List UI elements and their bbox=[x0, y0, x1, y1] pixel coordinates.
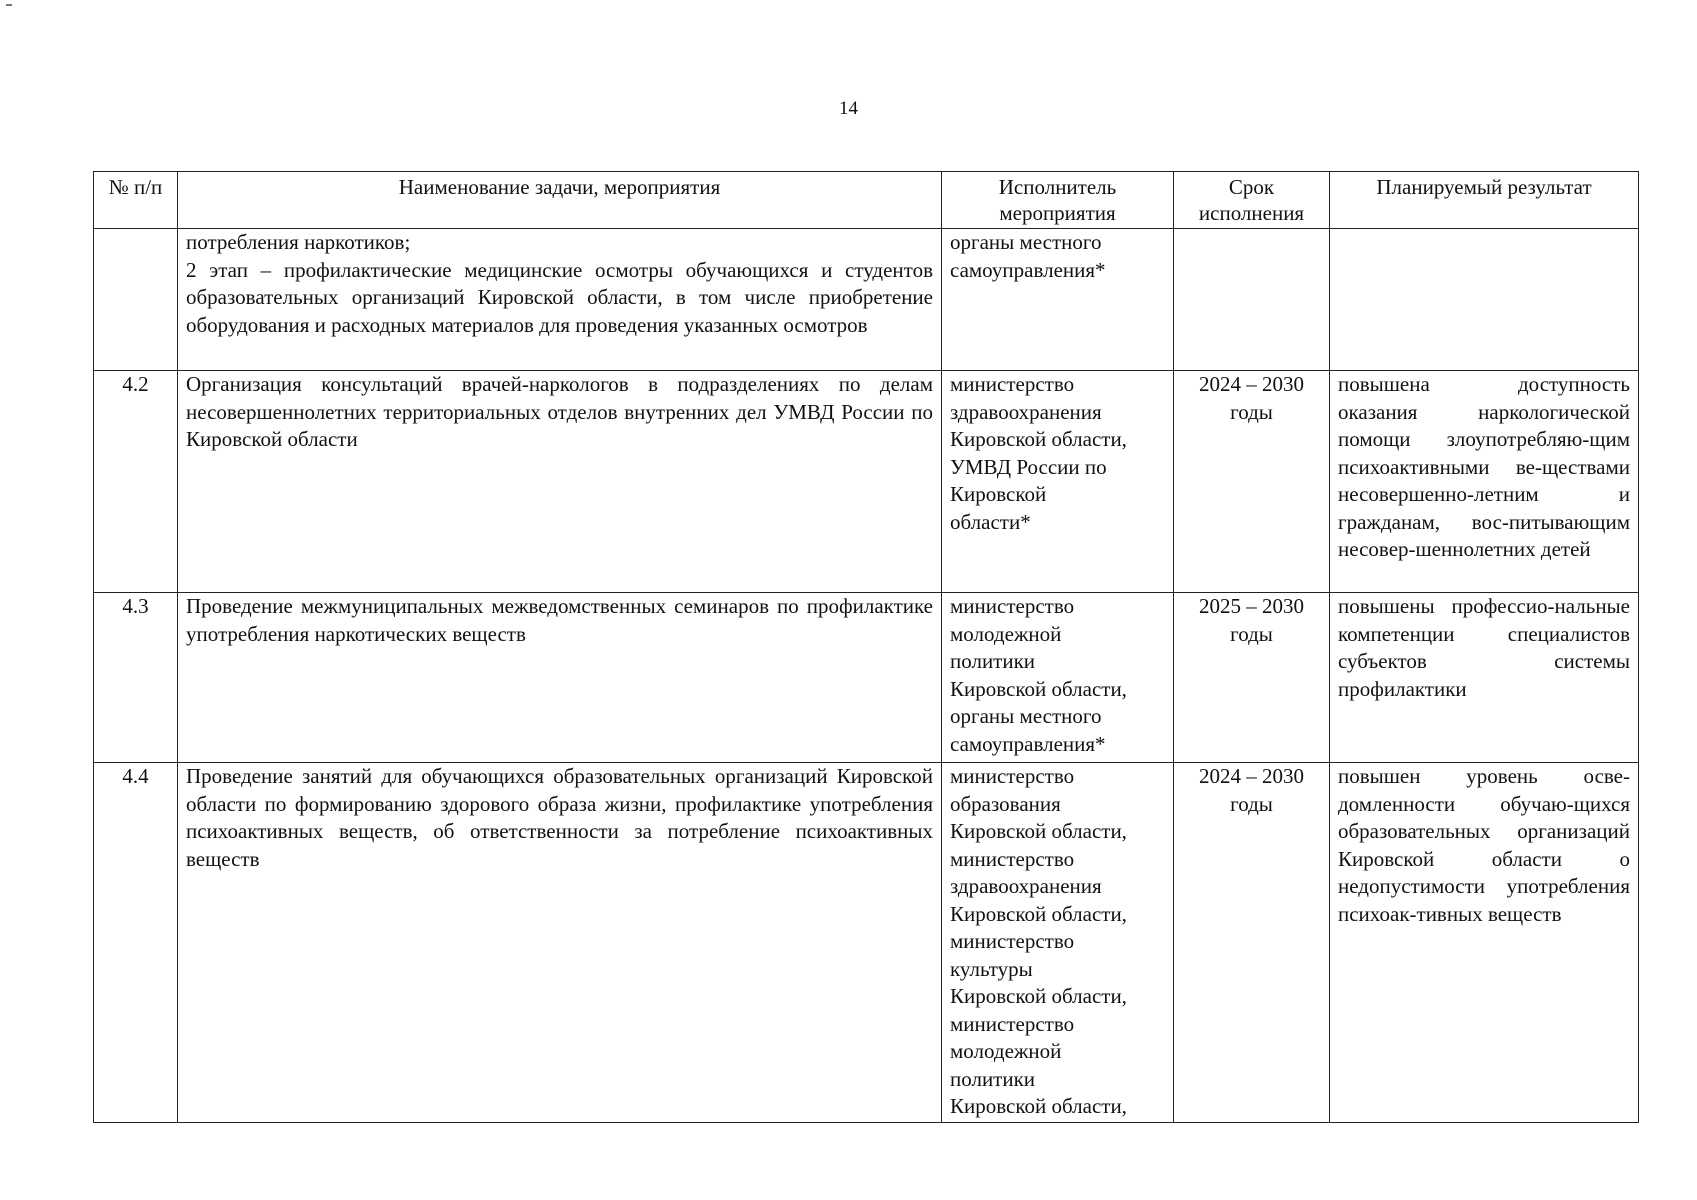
result-cell bbox=[1330, 229, 1639, 371]
row-number: 4.4 bbox=[94, 763, 178, 1123]
executor-line: Кировской области, bbox=[950, 901, 1127, 926]
executor-line: Кировской bbox=[950, 482, 1047, 506]
executor-line: Кировской области, bbox=[950, 1094, 1127, 1118]
executor-line: самоуправления* bbox=[950, 257, 1106, 282]
executor-line: здравоохранения bbox=[950, 399, 1102, 424]
executor-line: органы местного bbox=[950, 230, 1102, 254]
term-cell bbox=[1174, 763, 1330, 1123]
action-plan-table bbox=[93, 171, 1639, 1123]
table-row bbox=[94, 593, 1639, 763]
executor-line: органы местного bbox=[950, 704, 1102, 728]
task-text: Проведение межмуниципальных межведомственных семинаров по профилактике употребления наркотических веществ bbox=[186, 594, 933, 646]
result-cell: повышена доступность оказания наркологической помощи злоупотребляю-щим психоактивными ве-ществами несовершенно-летним и гражданам, вос-питывающим несовер-шеннолетних детей bbox=[1330, 371, 1639, 593]
executor-cell bbox=[942, 593, 1174, 763]
task-text: Организация консультаций врачей-наркологов в подразделениях по делам несовершеннолетних территориальных отделов внутренних дел УМВД России по Кировской области bbox=[186, 372, 933, 451]
executor-line: Кировской области, bbox=[950, 819, 1127, 843]
header-result: Планируемый результат bbox=[1330, 172, 1639, 229]
task-text: потребления наркотиков; bbox=[186, 230, 411, 254]
header-term: Срок исполнения bbox=[1174, 172, 1330, 229]
executor-line: области* bbox=[950, 509, 1031, 534]
executor-line: политики bbox=[950, 649, 1036, 673]
task-cell bbox=[178, 229, 942, 371]
row-number: 4.3 bbox=[94, 593, 178, 763]
term-line: годы bbox=[1230, 621, 1273, 646]
table-row bbox=[94, 371, 1639, 593]
term-line: годы bbox=[1230, 399, 1273, 424]
row-number: 4.2 bbox=[94, 371, 178, 593]
term-cell bbox=[1174, 371, 1330, 593]
table-body bbox=[94, 229, 1639, 1123]
row-number bbox=[94, 229, 178, 371]
executor-line: Кировской области, bbox=[950, 676, 1127, 701]
executor-cell bbox=[942, 229, 1174, 371]
result-cell: повышены профессио-нальные компетенции специалистов субъектов системы профилактики bbox=[1330, 593, 1639, 763]
header-task: Наименование задачи, мероприятия bbox=[178, 172, 942, 229]
executor-line: министерство bbox=[950, 372, 1075, 396]
executor-line: министерство bbox=[950, 594, 1075, 618]
executor-line: УМВД России по bbox=[950, 454, 1107, 479]
executor-line: молодежной bbox=[950, 1039, 1062, 1063]
table-header-row bbox=[94, 172, 1639, 229]
term-cell bbox=[1174, 229, 1330, 371]
executor-line: образования bbox=[950, 791, 1061, 816]
task-cell bbox=[178, 593, 942, 763]
executor-cell bbox=[942, 371, 1174, 593]
scan-mark bbox=[6, 4, 12, 6]
executor-line: здравоохранения bbox=[950, 874, 1102, 898]
table-row bbox=[94, 229, 1639, 371]
executor-line: Кировской области, bbox=[950, 427, 1127, 451]
term-line: годы bbox=[1230, 791, 1273, 816]
term-line: 2024 – 2030 bbox=[1199, 764, 1304, 788]
executor-line: самоуправления* bbox=[950, 731, 1106, 756]
executor-line: культуры bbox=[950, 956, 1033, 981]
header-num: № п/п bbox=[94, 172, 178, 229]
term-line: 2024 – 2030 bbox=[1199, 372, 1304, 396]
term-cell bbox=[1174, 593, 1330, 763]
task-cell bbox=[178, 371, 942, 593]
task-cell bbox=[178, 763, 942, 1123]
executor-line: политики bbox=[950, 1066, 1036, 1091]
task-text: 2 этап – профилактические медицинские осмотры обучающихся и студентов образовательных организаций Кировской области, в том числе приобретение оборудования и расходных материалов для проведения указанных осмотров bbox=[186, 257, 933, 337]
term-line: 2025 – 2030 bbox=[1199, 594, 1304, 618]
table-row bbox=[94, 763, 1639, 1123]
executor-line: министерство bbox=[950, 1011, 1075, 1036]
executor-line: министерство bbox=[950, 846, 1075, 871]
task-text: Проведение занятий для обучающихся образовательных организаций Кировской области по формированию здорового образа жизни, профилактике употребления психоактивных веществ, об ответственности за потребление психоактивных веществ bbox=[186, 764, 933, 871]
header-executor: Исполнитель мероприятия bbox=[942, 172, 1174, 229]
result-cell: повышен уровень осве-домленности обучаю-щихся образовательных организаций Кировской области о недопустимости употребления психоак-тивных веществ bbox=[1330, 763, 1639, 1123]
executor-line: Кировской области, bbox=[950, 984, 1127, 1008]
executor-line: министерство bbox=[950, 764, 1075, 788]
executor-line: молодежной bbox=[950, 621, 1062, 646]
page-number: 14 bbox=[839, 98, 858, 119]
executor-cell bbox=[942, 763, 1174, 1123]
executor-line: министерство bbox=[950, 929, 1075, 953]
